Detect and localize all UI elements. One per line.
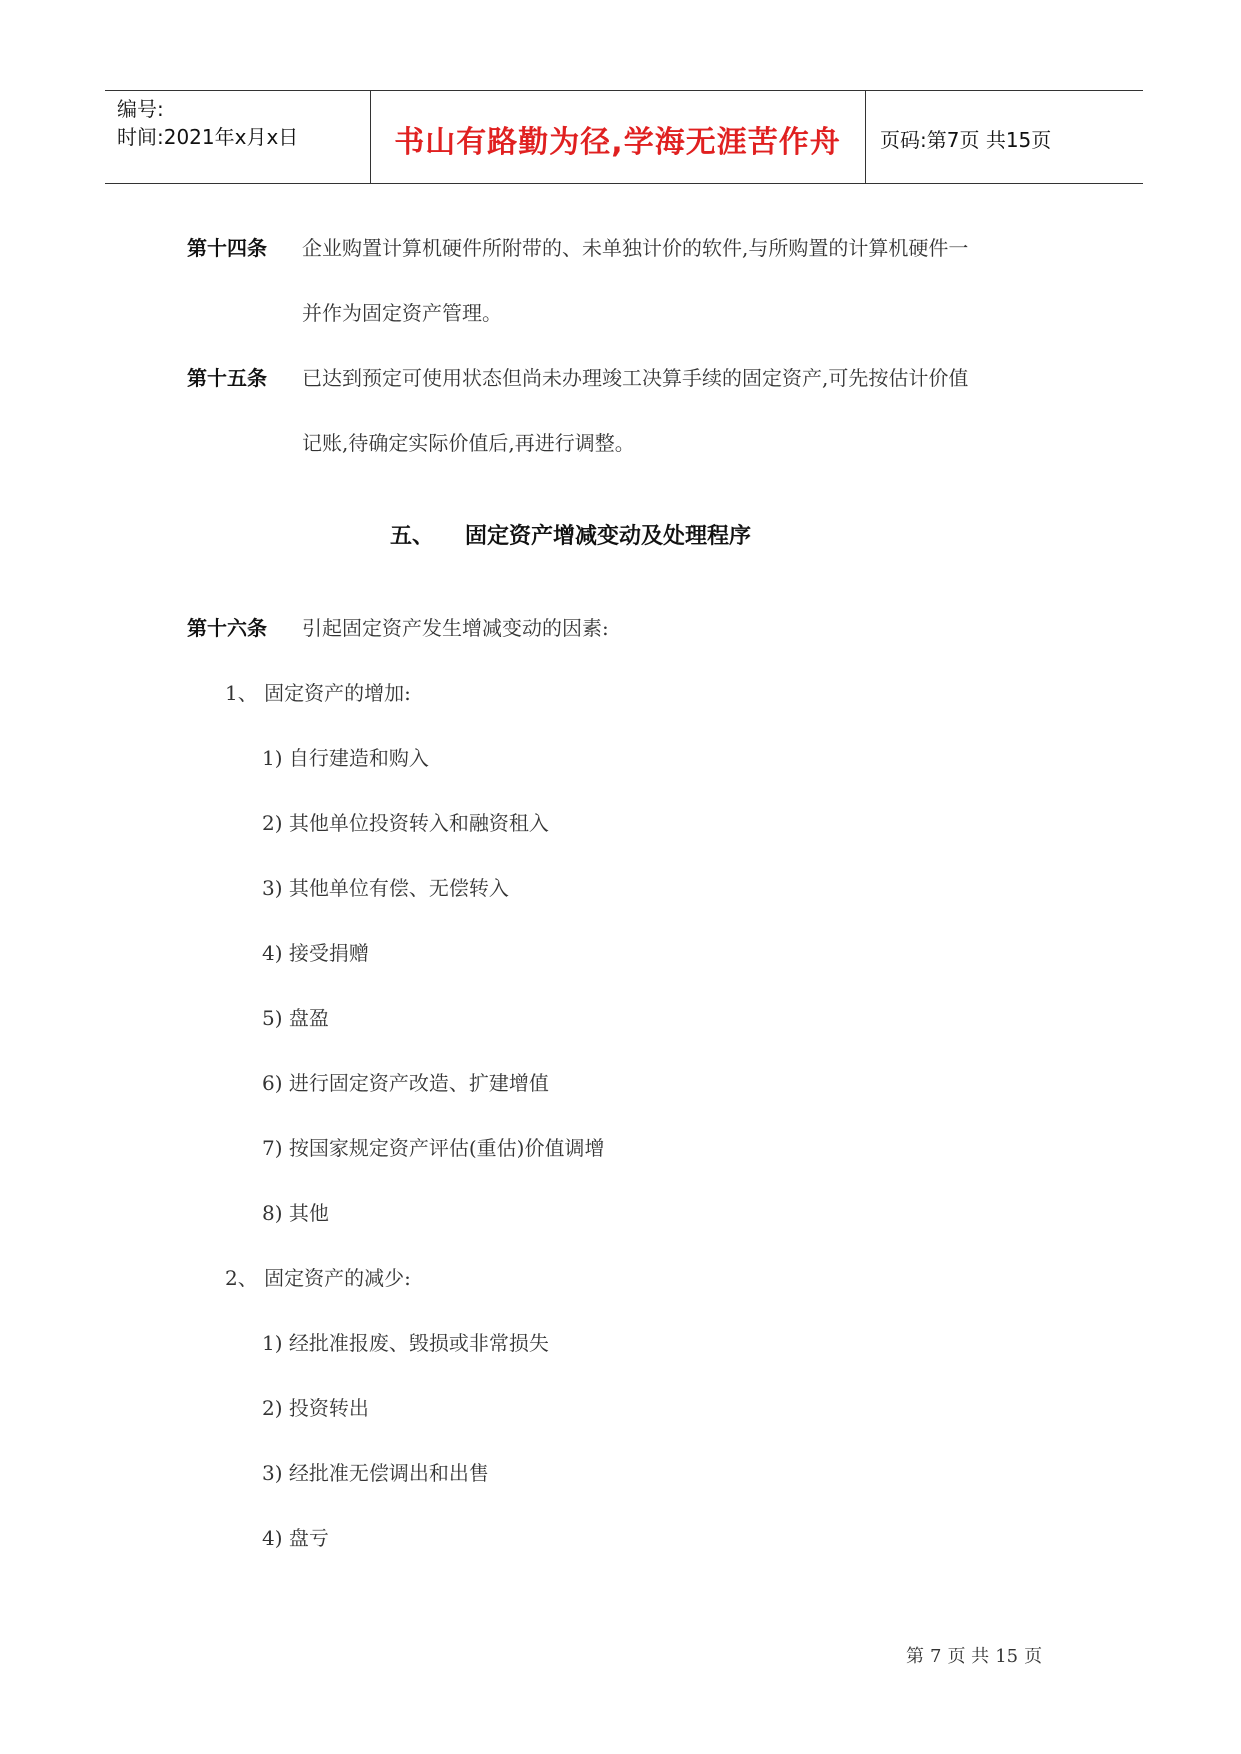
footer-page-mid: 页 共 bbox=[947, 1646, 990, 1667]
page-header bbox=[105, 90, 1143, 184]
list-item: 2) 其他单位投资转入和融资租入 bbox=[262, 811, 549, 835]
document-time: 时间:2021年x月x日 bbox=[117, 125, 299, 149]
article-16-text: 引起固定资产发生增减变动的因素: bbox=[302, 616, 609, 640]
list-item: 2) 投资转出 bbox=[262, 1396, 369, 1420]
list-item: 5) 盘盈 bbox=[262, 1006, 329, 1030]
header-page-cell bbox=[866, 91, 1143, 183]
article-15-label: 第十五条 bbox=[187, 366, 267, 390]
list-item: 8) 其他 bbox=[262, 1201, 329, 1225]
section-title: 固定资产增减变动及处理程序 bbox=[465, 523, 752, 549]
header-page-info: 页码:第7页 共15页 bbox=[880, 128, 1052, 152]
page-footer bbox=[906, 1642, 1048, 1668]
footer-page-total: 15 bbox=[995, 1646, 1019, 1667]
article-15-line-1: 已达到预定可使用状态但尚未办理竣工决算手续的固定资产,可先按估计价值 bbox=[302, 366, 969, 390]
list-item: 3) 其他单位有偿、无偿转入 bbox=[262, 876, 509, 900]
increase-title: 1、 固定资产的增加: bbox=[225, 681, 411, 705]
list-item: 7) 按国家规定资产评估(重估)价值调增 bbox=[262, 1136, 605, 1160]
article-14-line-2: 并作为固定资产管理。 bbox=[302, 301, 502, 325]
article-14-line-1: 企业购置计算机硬件所附带的、未单独计价的软件,与所购置的计算机硬件一 bbox=[302, 236, 969, 260]
header-motto: 书山有路勤为径,学海无涯苦作舟 bbox=[394, 125, 841, 160]
document-number: 编号: bbox=[117, 97, 164, 121]
article-15-line-2: 记账,待确定实际价值后,再进行调整。 bbox=[302, 431, 635, 455]
decrease-title: 2、 固定资产的减少: bbox=[225, 1266, 411, 1290]
footer-page-current: 7 bbox=[930, 1646, 942, 1667]
list-item: 1) 经批准报废、毁损或非常损失 bbox=[262, 1331, 549, 1355]
list-item: 1) 自行建造和购入 bbox=[262, 746, 429, 770]
article-14-label: 第十四条 bbox=[187, 236, 267, 260]
header-motto-cell bbox=[370, 91, 866, 183]
list-item: 6) 进行固定资产改造、扩建增值 bbox=[262, 1071, 549, 1095]
section-number: 五、 bbox=[390, 523, 435, 549]
footer-page-suffix: 页 bbox=[1024, 1646, 1043, 1667]
list-item: 4) 盘亏 bbox=[262, 1526, 329, 1550]
header-info-cell bbox=[105, 91, 371, 183]
list-item: 3) 经批准无偿调出和出售 bbox=[262, 1461, 489, 1485]
article-16-label: 第十六条 bbox=[187, 616, 267, 640]
list-item: 4) 接受捐赠 bbox=[262, 941, 369, 965]
footer-page-prefix: 第 bbox=[906, 1646, 924, 1667]
